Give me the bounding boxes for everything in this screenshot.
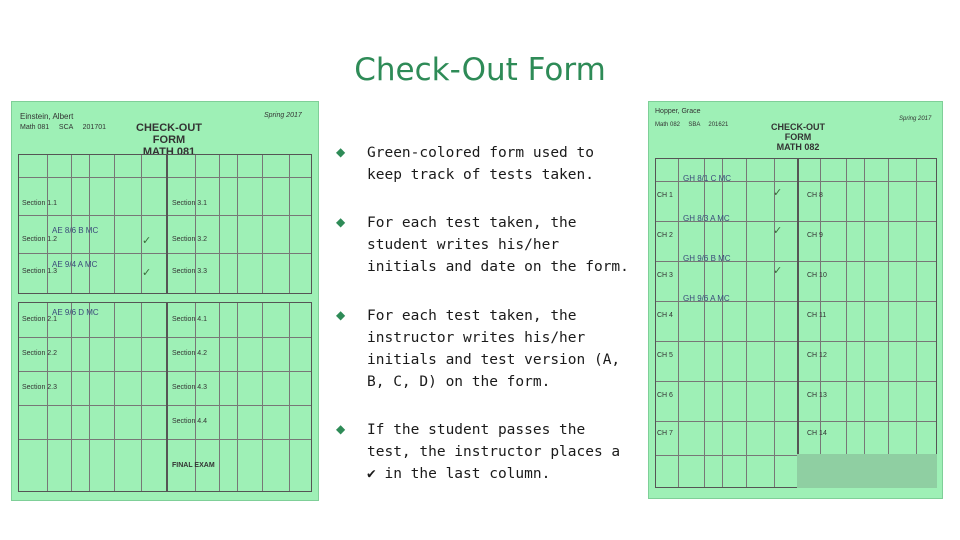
check-mark-icon: ✓ <box>773 224 783 237</box>
section-label: Section 2.1 <box>22 316 58 323</box>
diamond-icon: ◆ <box>336 308 346 322</box>
check-mark-icon: ✓ <box>773 186 783 199</box>
chapter-label: CH 2 <box>657 232 673 239</box>
right-form-grid <box>655 158 937 488</box>
section-label: Section 4.2 <box>172 350 208 357</box>
student-name: Einstein, Albert <box>20 112 74 121</box>
chapter-label: CH 1 <box>657 192 673 199</box>
section-label: Section 1.2 <box>22 236 58 243</box>
final-exam-label: FINAL EXAM <box>172 462 215 469</box>
section-label: Section 2.2 <box>22 350 58 357</box>
chapter-label: CH 10 <box>807 272 827 279</box>
form-header: CHECK-OUT FORM MATH 081 <box>136 122 202 158</box>
section-label: Section 4.3 <box>172 384 208 391</box>
chapter-label: CH 6 <box>657 392 673 399</box>
section-label: Section 4.4 <box>172 418 208 425</box>
check-mark-icon: ✓ <box>142 266 152 279</box>
section-label: Section 2.3 <box>22 384 58 391</box>
section-label: Section 3.2 <box>172 236 208 243</box>
bullet-text: For each test taken, the instructor writes his/her initials and test version (A, B, C, D) on the form. <box>367 308 621 390</box>
left-form-upper-grid <box>18 154 312 294</box>
final-exam-shaded-cell <box>797 454 937 488</box>
chapter-label: CH 11 <box>807 312 827 319</box>
section-label: Section 4.1 <box>172 316 208 323</box>
bullet-text: For each test taken, the student writes his/her initials and date on the form. <box>367 215 629 275</box>
chapter-label: CH 13 <box>807 392 827 399</box>
course-line: Math 082 SBA 201621 <box>655 122 729 128</box>
form-header: CHECK-OUT FORM MATH 082 <box>771 122 825 152</box>
student-name: Hopper, Grace <box>655 108 701 115</box>
slide-title: Check-Out Form <box>354 52 606 88</box>
chapter-label: CH 14 <box>807 430 827 437</box>
chapter-label: CH 9 <box>807 232 823 239</box>
math-082-checkout-form-image: Hopper, Grace Math 082 SBA 201621 Spring 2017 CHECK-OUT FORM MATH 082 CH 1 CH 2 CH 3 CH 4 CH 5 CH 6 CH 7 CH 8 CH 9 CH 10 CH 11 CH 12 CH 13 CH 14 GH 8/1 C MC GH 8/3 A MC GH 9/6 B MC GH 9/6 A MC ✓ ✓ ✓ <box>648 101 943 499</box>
bullet-text: Green-colored form used to keep track of tests taken. <box>367 145 594 183</box>
section-label: Section 3.3 <box>172 268 208 275</box>
bullet-text: If the student passes the test, the instructor places a ✔ in the last column. <box>367 422 621 482</box>
diamond-icon: ◆ <box>336 145 346 159</box>
chapter-label: CH 5 <box>657 352 673 359</box>
term-label: Spring 2017 <box>264 112 302 119</box>
diamond-icon: ◆ <box>336 422 346 436</box>
course-line: Math 081 SCA 201701 <box>20 124 106 131</box>
left-form-lower-grid <box>18 302 312 492</box>
chapter-label: CH 3 <box>657 272 673 279</box>
check-mark-icon: ✓ <box>773 264 783 277</box>
chapter-label: CH 4 <box>657 312 673 319</box>
section-label: Section 3.1 <box>172 200 208 207</box>
math-081-checkout-form-image: Einstein, Albert Math 081 SCA 201701 Spring 2017 CHECK-OUT FORM MATH 081 Section 1.1 Section 1.2 Section 1.3 Section 3.1 Section 3.2 Section 3.3 AE 8/6 B MC AE 9/4 A MC ✓ ✓ AE 9/6 D MC Section 2.1 Section 2.2 Section 2.3 Section 4.1 Section 4.2 Section 4.3 Section 4.4 FINAL EXAM <box>11 101 319 501</box>
diamond-icon: ◆ <box>336 215 346 229</box>
chapter-label: CH 7 <box>657 430 673 437</box>
section-label: Section 1.1 <box>22 200 58 207</box>
chapter-label: CH 8 <box>807 192 823 199</box>
section-label: Section 1.3 <box>22 268 58 275</box>
chapter-label: CH 12 <box>807 352 827 359</box>
term-label: Spring 2017 <box>899 116 932 122</box>
check-mark-icon: ✓ <box>142 234 152 247</box>
